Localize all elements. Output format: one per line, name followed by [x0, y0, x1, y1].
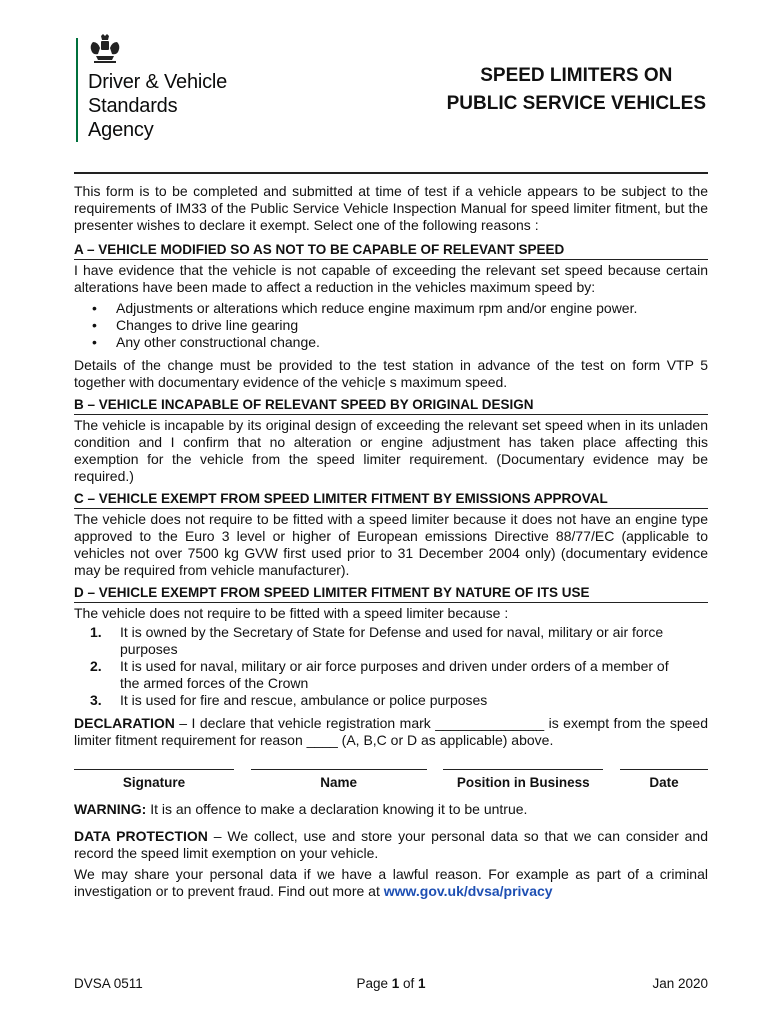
data-protection-text: – We collect, use and store your personal data so that we can consider and record the speed limit exemption on your vehicle.	[74, 828, 708, 861]
item-number: 3.	[90, 692, 102, 708]
intro-text: This form is to be completed and submitted at time of test if a vehicle appears to be subject to the requirements of IM33 of the Public Service Vehicle Inspection Manual for speed limiter fitment, but the presenter wishes to declare it exempt. Select one of the following reasons :	[74, 183, 708, 233]
agency-line-2: Standards	[88, 95, 178, 117]
section-d-reasons	[74, 624, 708, 709]
item-number: 2.	[90, 658, 102, 674]
section-c-text: The vehicle does not require to be fitted with a speed limiter because it does not have an engine type approved to the Euro 3 level or higher of European emissions Directive 88/77/EC (applicable to vehicles not over 7500 kg GVW first used prior to 31 December 2004 only) (documentary evidence may be required from vehicle manufacturer).	[74, 511, 708, 578]
item-text: It is owned by the Secretary of State for Defense and used for naval, military or air force purposes	[120, 624, 664, 657]
list-item: • Adjustments or alterations which reduce engine maximum rpm and/or engine power.	[74, 300, 708, 317]
data-protection	[74, 828, 708, 862]
section-a-bullets	[74, 300, 708, 351]
position-label: Position in Business	[456, 775, 590, 790]
warning	[74, 801, 708, 818]
logo-accent-bar	[76, 38, 78, 142]
name-field[interactable]	[251, 769, 427, 791]
signature-line[interactable]	[74, 769, 234, 770]
list-item	[74, 658, 708, 692]
section-a-details: Details of the change must be provided to the test station in advance of the test on form VTP 5 together with documentary evidence of the vehic|e s maximum speed.	[74, 357, 708, 390]
warning-text: It is an offence to make a declaration knowing it to be untrue.	[146, 801, 528, 817]
page-title	[447, 62, 706, 118]
name-label: Name	[320, 775, 358, 790]
data-sharing-text: We may share your personal data if we have a lawful reason. For example as part of a criminal investigation or to prevent fraud. Find out more at	[74, 866, 708, 899]
position-field[interactable]	[443, 769, 603, 791]
page-total: 1	[418, 976, 426, 991]
page-number	[74, 976, 708, 991]
data-sharing	[74, 866, 708, 900]
section-b-heading: B – VEHICLE INCAPABLE OF RELEVANT SPEED BY ORIGINAL DESIGN	[74, 397, 708, 415]
form-reference: DVSA 0511	[74, 976, 143, 991]
signature-field[interactable]	[74, 769, 234, 791]
item-number: 1.	[90, 624, 102, 640]
title-line-1: SPEED LIMITERS ON	[480, 65, 673, 86]
date-label: Date	[649, 775, 679, 790]
list-item	[74, 624, 708, 658]
section-b-text: The vehicle is incapable by its original design of exceeding the relevant set speed when in its unladen condition and I confirm that no alteration or engine adjustment has taken place affecting this exemption for the vehicle from the speed limiter requirement. (Documentary evidence may be required.)	[74, 417, 708, 484]
section-d-heading: D – VEHICLE EXEMPT FROM SPEED LIMITER FITMENT BY NATURE OF ITS USE	[74, 585, 708, 603]
privacy-link[interactable]: www.gov.uk/dvsa/privacy	[383, 883, 553, 899]
declaration[interactable]	[74, 715, 708, 749]
section-c-heading: C – VEHICLE EXEMPT FROM SPEED LIMITER FITMENT BY EMISSIONS APPROVAL	[74, 491, 708, 509]
section-a-text: I have evidence that the vehicle is not capable of exceeding the relevant set speed because certain alterations have been made to affect a reduction in the vehicles maximum speed by:	[74, 262, 708, 295]
title-line-2: PUBLIC SERVICE VEHICLES	[446, 93, 706, 114]
list-item	[74, 692, 708, 709]
declaration-label: DECLARATION	[74, 715, 175, 731]
item-text: It is used for naval, military or air force purposes and driven under orders of a member of the armed forces of the Crown	[120, 658, 669, 691]
position-line[interactable]	[443, 769, 603, 770]
page-prefix: Page	[356, 976, 392, 991]
date-field[interactable]	[620, 769, 708, 791]
form-content	[74, 183, 708, 900]
name-line[interactable]	[251, 769, 427, 770]
agency-line-1: Driver & Vehicle	[88, 71, 228, 93]
header-divider	[74, 172, 708, 174]
date-line[interactable]	[620, 769, 708, 770]
section-a-heading: A – VEHICLE MODIFIED SO AS NOT TO BE CAPABLE OF RELEVANT SPEED	[74, 242, 708, 260]
page-current: 1	[391, 976, 400, 991]
signature-label: Signature	[122, 775, 186, 790]
page-of: of	[399, 976, 419, 991]
warning-label: WARNING:	[74, 801, 147, 817]
agency-line-3: Agency	[88, 119, 154, 141]
section-d-text: The vehicle does not require to be fitted with a speed limiter because :	[74, 605, 509, 621]
data-protection-label: DATA PROTECTION	[74, 828, 208, 844]
form-date: Jan 2020	[652, 976, 708, 991]
list-item: • Any other constructional change.	[74, 334, 708, 351]
dvsa-logo	[76, 34, 276, 144]
list-item: • Changes to drive line gearing	[74, 317, 708, 334]
declaration-text: – I declare that vehicle registration mark ______________ is exempt from the speed limiter fitment requirement for reason ____ (A, B,C or D as applicable) above.	[74, 715, 708, 748]
agency-name	[88, 70, 227, 142]
signature-row	[74, 769, 708, 791]
royal-crest-icon	[88, 34, 122, 64]
item-text: It is used for fire and rescue, ambulance or police purposes	[120, 692, 488, 708]
